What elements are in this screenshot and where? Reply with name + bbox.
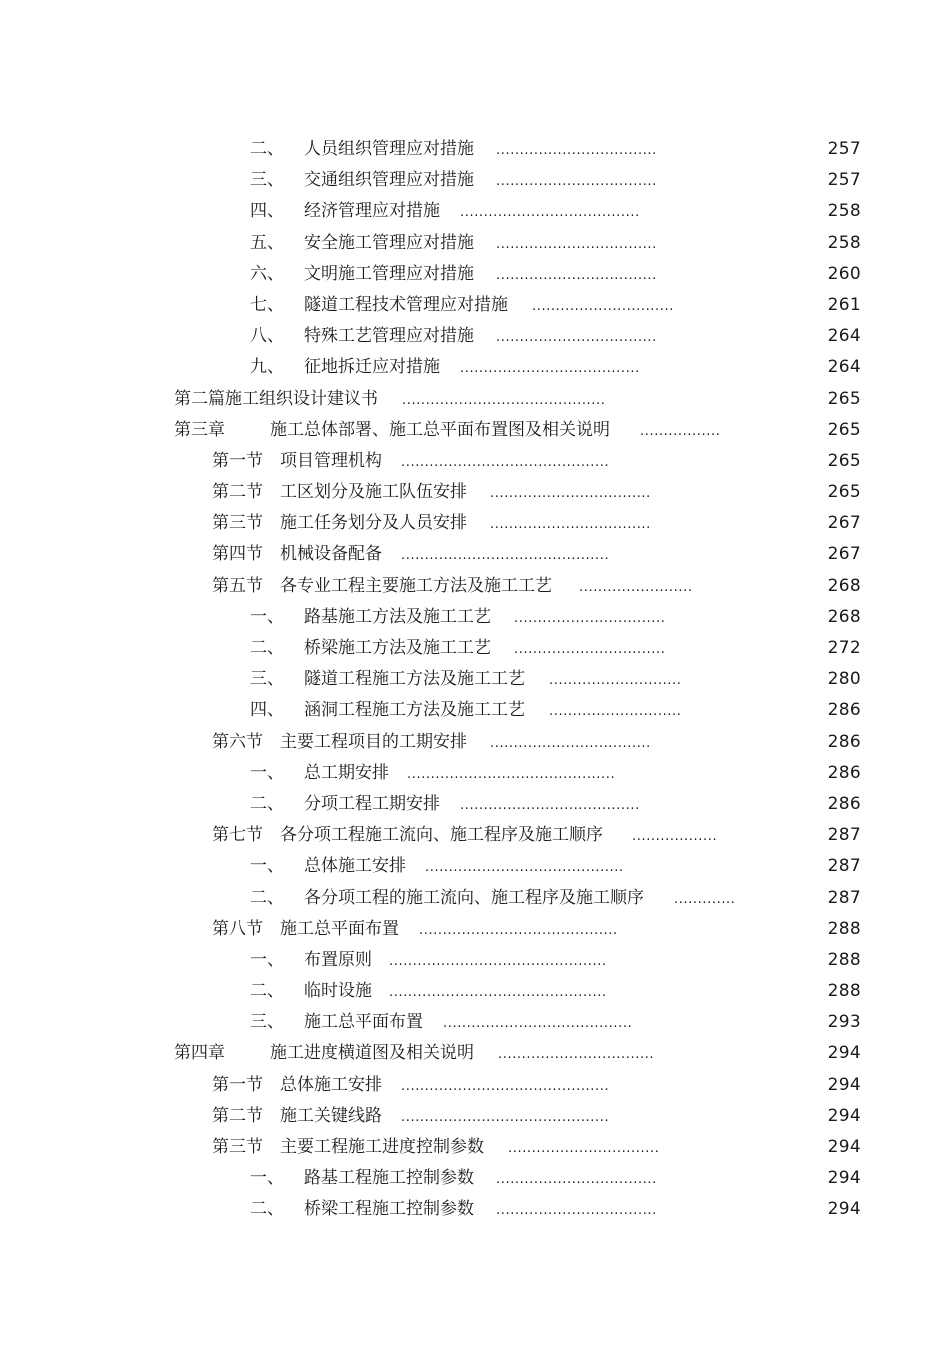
toc-entry-number: 八、 (250, 326, 284, 347)
toc-entry[interactable] (0, 695, 950, 726)
toc-dot-leader: ........................ (579, 579, 693, 595)
toc-entry[interactable] (0, 352, 950, 383)
toc-entry-title: 主要工程施工进度控制参数 (280, 1137, 484, 1157)
toc-page-number: 287 (827, 825, 861, 846)
toc-dot-leader: ........................................ (443, 1016, 633, 1032)
toc-entry[interactable] (0, 945, 950, 976)
toc-entry[interactable] (0, 1163, 950, 1194)
toc-entry[interactable] (0, 976, 950, 1007)
toc-entry[interactable] (0, 539, 950, 570)
toc-page-number: 257 (827, 139, 861, 159)
toc-entry-number: 第六节 (212, 731, 263, 752)
toc-entry[interactable] (0, 477, 950, 508)
toc-dot-leader: ............................................ (401, 1109, 610, 1125)
toc-entry-title: 桥梁工程施工控制参数 (304, 1199, 474, 1220)
toc-entry[interactable] (0, 1132, 950, 1163)
toc-entry[interactable] (0, 602, 950, 633)
toc-page-number: 258 (827, 201, 861, 222)
toc-entry[interactable] (0, 1101, 950, 1132)
toc-dot-leader: .................................. (496, 236, 657, 252)
toc-entry-title: 布置原则 (304, 949, 372, 970)
toc-page-number: 268 (827, 575, 861, 596)
toc-entry-number: 四、 (250, 700, 284, 721)
toc-entry-title: 人员组织管理应对措施 (304, 139, 474, 159)
toc-page-number: 265 (827, 450, 861, 471)
toc-entry-title: 项目管理机构 (280, 450, 382, 471)
toc-dot-leader: ...................................... (460, 797, 640, 813)
toc-entry[interactable] (0, 1194, 950, 1225)
toc-entry-title: 交通组织管理应对措施 (304, 170, 474, 191)
toc-entry-title: 施工总平面布置 (280, 918, 399, 939)
toc-entry[interactable] (0, 851, 950, 882)
toc-entry-number: 一、 (250, 856, 284, 877)
toc-entry-title: 施工关键线路 (280, 1105, 382, 1126)
toc-entry-title: 总体施工安排 (280, 1074, 382, 1095)
toc-page-number: 294 (827, 1199, 861, 1220)
toc-entry[interactable] (0, 758, 950, 789)
toc-page-number: 268 (827, 606, 861, 627)
table-of-contents (0, 134, 950, 1226)
toc-entry[interactable] (0, 1070, 950, 1101)
toc-page-number: 294 (827, 1043, 861, 1064)
toc-entry-title: 特殊工艺管理应对措施 (304, 326, 474, 347)
toc-entry[interactable] (0, 1038, 950, 1069)
toc-page-number: 286 (827, 700, 861, 721)
toc-dot-leader: ................................ (508, 1141, 660, 1156)
toc-page-number: 258 (827, 232, 861, 253)
toc-page-number: 288 (827, 949, 861, 970)
toc-page-number: 288 (827, 981, 861, 1002)
toc-page-number: 257 (827, 170, 861, 191)
toc-entry-title: 经济管理应对措施 (304, 201, 440, 222)
toc-entry-number: 第四节 (212, 544, 263, 565)
toc-entry[interactable] (0, 820, 950, 851)
toc-page-number: 261 (827, 294, 861, 315)
toc-entry-number: 第二节 (212, 482, 263, 503)
toc-page-number: 265 (827, 482, 861, 503)
toc-entry-title: 机械设备配备 (280, 544, 382, 565)
toc-dot-leader: .............................................. (389, 985, 607, 1001)
toc-dot-leader: ................. (640, 423, 721, 439)
toc-page-number: 280 (827, 669, 861, 690)
toc-entry-title: 总体施工安排 (304, 856, 406, 877)
toc-dot-leader: .................................. (496, 330, 657, 346)
toc-entry[interactable] (0, 196, 950, 227)
toc-dot-leader: .................................. (496, 1203, 657, 1219)
toc-dot-leader: .............................................. (389, 953, 607, 969)
toc-entry-title: 施工任务划分及人员安排 (280, 513, 467, 534)
toc-entry-number: 第一节 (212, 1074, 263, 1095)
toc-dot-leader: ............................................ (401, 548, 610, 564)
toc-entry[interactable] (0, 290, 950, 321)
toc-entry-title: 各分项工程施工流向、施工程序及施工顺序 (280, 825, 603, 846)
toc-entry-number: 第三章 (174, 419, 225, 440)
toc-entry-title: 总工期安排 (304, 762, 389, 783)
toc-entry-title: 分项工程工期安排 (304, 793, 440, 814)
toc-dot-leader: ................................ (514, 610, 666, 626)
toc-entry-title: 涵洞工程施工方法及施工工艺 (304, 700, 525, 721)
toc-entry[interactable] (0, 1007, 950, 1038)
toc-entry-title: 路基工程施工控制参数 (304, 1168, 474, 1189)
toc-dot-leader: ............................................ (407, 766, 616, 782)
toc-page-number: 265 (827, 419, 861, 440)
toc-entry[interactable] (0, 321, 950, 352)
toc-dot-leader: .............................. (532, 298, 674, 314)
toc-entry-number: 三、 (250, 669, 284, 690)
toc-entry-title: 施工总平面布置 (304, 1012, 423, 1033)
toc-entry-number: 四、 (250, 201, 284, 222)
toc-page-number: 288 (827, 918, 861, 939)
toc-page-number: 286 (827, 793, 861, 814)
toc-entry-number: 三、 (250, 1012, 284, 1033)
toc-entry[interactable] (0, 259, 950, 290)
toc-entry-number: 六、 (250, 263, 284, 284)
toc-entry[interactable] (0, 789, 950, 820)
toc-entry-number: 一、 (250, 762, 284, 783)
toc-entry[interactable] (0, 165, 950, 196)
toc-entry-title: 临时设施 (304, 981, 372, 1002)
toc-entry-number: 第七节 (212, 825, 263, 846)
toc-entry-title: 施工总体部署、施工总平面布置图及相关说明 (270, 419, 610, 440)
toc-entry-number: 第四章 (174, 1043, 225, 1064)
toc-entry-number: 二、 (250, 1199, 284, 1220)
toc-entry-title: 隧道工程技术管理应对措施 (304, 294, 508, 315)
toc-entry-title: 各分项工程的施工流向、施工程序及施工顺序 (304, 887, 644, 908)
toc-page-number: 260 (827, 263, 861, 284)
toc-entry-title: 第二篇施工组织设计建议书 (174, 388, 378, 409)
toc-entry-number: 第五节 (212, 575, 263, 596)
toc-entry-title: 路基施工方法及施工工艺 (304, 606, 491, 627)
toc-page-number: 294 (827, 1105, 861, 1126)
toc-dot-leader: .................................. (490, 486, 651, 502)
toc-dot-leader: .................................. (496, 1172, 657, 1188)
toc-entry-title: 施工进度横道图及相关说明 (270, 1043, 474, 1064)
toc-dot-leader: .................................. (496, 267, 657, 283)
toc-entry-title: 隧道工程施工方法及施工工艺 (304, 669, 525, 690)
toc-entry[interactable] (0, 664, 950, 695)
toc-entry-title: 文明施工管理应对措施 (304, 263, 474, 284)
toc-entry-number: 二、 (250, 638, 284, 658)
toc-entry-number: 一、 (250, 606, 284, 627)
toc-dot-leader: ................................ (514, 642, 666, 657)
toc-page-number: 265 (827, 388, 861, 409)
toc-entry-number: 一、 (250, 1168, 284, 1189)
toc-entry[interactable] (0, 633, 950, 664)
toc-entry[interactable] (0, 727, 950, 758)
toc-dot-leader: ...................................... (460, 205, 640, 221)
toc-entry-number: 第三节 (212, 513, 263, 534)
toc-entry[interactable] (0, 415, 950, 446)
toc-dot-leader: .......................................... (425, 860, 624, 876)
toc-entry[interactable] (0, 914, 950, 945)
toc-entry-number: 三、 (250, 170, 284, 191)
toc-dot-leader: ............................ (549, 704, 682, 720)
toc-entry-number: 第三节 (212, 1137, 263, 1157)
toc-page-number: 267 (827, 544, 861, 565)
toc-dot-leader: .................................. (490, 735, 651, 751)
toc-page-number: 264 (827, 357, 861, 378)
toc-page-number: 287 (827, 887, 861, 908)
toc-dot-leader: ............................................ (401, 1078, 610, 1094)
toc-entry[interactable] (0, 446, 950, 477)
toc-page-number: 272 (827, 638, 861, 658)
toc-dot-leader: .......................................... (419, 922, 618, 938)
toc-entry-number: 第八节 (212, 918, 263, 939)
toc-dot-leader: ............................................ (401, 454, 610, 470)
toc-page-number: 286 (827, 731, 861, 752)
toc-entry[interactable] (0, 571, 950, 602)
toc-dot-leader: .................. (632, 829, 718, 845)
toc-entry-number: 二、 (250, 139, 284, 159)
toc-entry[interactable] (0, 228, 950, 259)
toc-page-number: 293 (827, 1012, 861, 1033)
toc-entry[interactable] (0, 134, 950, 165)
toc-page-number: 264 (827, 326, 861, 347)
toc-entry-title: 工区划分及施工队伍安排 (280, 482, 467, 503)
toc-entry-title: 安全施工管理应对措施 (304, 232, 474, 253)
toc-entry-number: 九、 (250, 357, 284, 378)
toc-dot-leader: .................................. (496, 174, 657, 190)
toc-dot-leader: ........................................... (402, 392, 606, 408)
toc-entry-number: 二、 (250, 981, 284, 1002)
toc-entry-number: 一、 (250, 949, 284, 970)
toc-dot-leader: ............................ (549, 673, 682, 689)
toc-page-number: 294 (827, 1074, 861, 1095)
toc-dot-leader: .................................. (496, 143, 657, 158)
toc-entry-number: 第二节 (212, 1105, 263, 1126)
toc-entry-number: 七、 (250, 294, 284, 315)
toc-dot-leader: .................................. (490, 517, 651, 533)
toc-page-number: 294 (827, 1137, 861, 1157)
toc-page-number: 294 (827, 1168, 861, 1189)
toc-entry-title: 桥梁施工方法及施工工艺 (304, 638, 491, 658)
toc-page-number: 287 (827, 856, 861, 877)
toc-entry[interactable] (0, 883, 950, 914)
toc-page-number: 267 (827, 513, 861, 534)
toc-entry[interactable] (0, 508, 950, 539)
toc-entry-number: 五、 (250, 232, 284, 253)
toc-page-number: 286 (827, 762, 861, 783)
toc-dot-leader: ................................. (498, 1047, 655, 1063)
toc-dot-leader: ...................................... (460, 361, 640, 377)
toc-entry-title: 各专业工程主要施工方法及施工工艺 (280, 575, 552, 596)
toc-entry-number: 二、 (250, 887, 284, 908)
toc-dot-leader: ............. (674, 891, 736, 907)
toc-entry-number: 第一节 (212, 450, 263, 471)
toc-entry[interactable] (0, 384, 950, 415)
toc-entry-title: 征地拆迁应对措施 (304, 357, 440, 378)
toc-entry-title: 主要工程项目的工期安排 (280, 731, 467, 752)
toc-entry-number: 二、 (250, 793, 284, 814)
